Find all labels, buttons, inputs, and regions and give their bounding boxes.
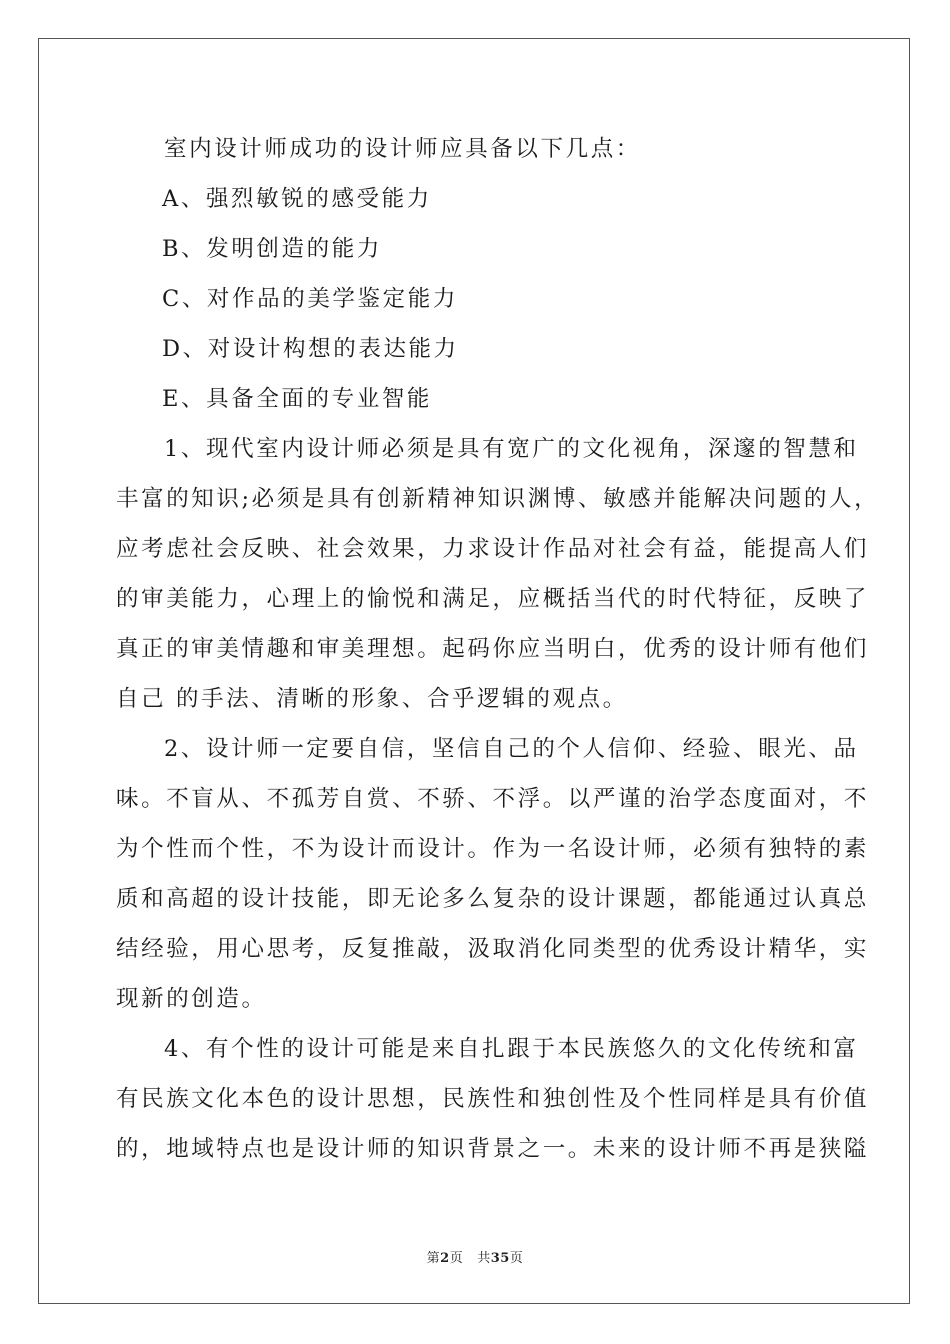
paragraph-1-line-5: 真正的审美情趣和审美理想。起码你应当明白，优秀的设计师有他们 [116, 636, 870, 662]
page-prefix: 第 [426, 1251, 441, 1266]
paragraph-4-line-2: 有民族文化本色的设计思想，民族性和独创性及个性同样是具有价值 [116, 1086, 870, 1112]
list-item-a: A、强烈敏锐的感受能力 [162, 186, 432, 212]
paragraph-1-line-3: 应考虑社会反映、社会效果，力求设计作品对社会有益，能提高人们 [116, 536, 870, 562]
paragraph-1-line-6: 自己 的手法、清晰的形象、合乎逻辑的观点。 [116, 686, 628, 712]
page-suffix: 页 [449, 1251, 464, 1266]
page-number: 2 [440, 1251, 450, 1266]
page-footer [0, 1247, 950, 1266]
list-item-d: D、对设计构想的表达能力 [162, 336, 459, 362]
paragraph-2-line-1: 2、设计师一定要自信，坚信自己的个人信仰、经验、眼光、品 [164, 736, 859, 762]
intro-line: 室内设计师成功的设计师应具备以下几点： [164, 136, 641, 162]
list-item-c: C、对作品的美学鉴定能力 [162, 286, 458, 312]
total-suffix: 页 [509, 1251, 524, 1266]
page-border [38, 38, 910, 1304]
paragraph-4-line-3: 的，地域特点也是设计师的知识背景之一。未来的设计师不再是狭隘 [116, 1136, 870, 1162]
paragraph-2-line-3: 为个性而个性，不为设计而设计。作为一名设计师，必须有独特的素 [116, 836, 870, 862]
paragraph-1-line-1: 1、现代室内设计师必须是具有宽广的文化视角，深邃的智慧和 [164, 436, 859, 462]
paragraph-2-line-4: 质和高超的设计技能，即无论多么复杂的设计课题，都能通过认真总 [116, 886, 870, 912]
list-item-b: B、发明创造的能力 [162, 236, 382, 262]
paragraph-2-line-2: 味。不盲从、不孤芳自赏、不骄、不浮。以严谨的治学态度面对，不 [116, 786, 870, 812]
paragraph-1-line-4: 的审美能力，心理上的愉悦和满足，应概括当代的时代特征，反映了 [116, 586, 870, 612]
paragraph-4-line-1: 4、有个性的设计可能是来自扎跟于本民族悠久的文化传统和富 [164, 1036, 859, 1062]
paragraph-1-line-2: 丰富的知识;必须是具有创新精神知识渊博、敏感并能解决问题的人， [116, 486, 880, 512]
total-prefix: 共 [477, 1251, 491, 1266]
list-item-e: E、具备全面的专业智能 [162, 386, 433, 412]
paragraph-2-line-5: 结经验，用心思考，反复推敲，汲取消化同类型的优秀设计精华，实 [116, 936, 870, 962]
paragraph-2-line-6: 现新的创造。 [116, 986, 267, 1012]
total-pages: 35 [490, 1251, 510, 1266]
